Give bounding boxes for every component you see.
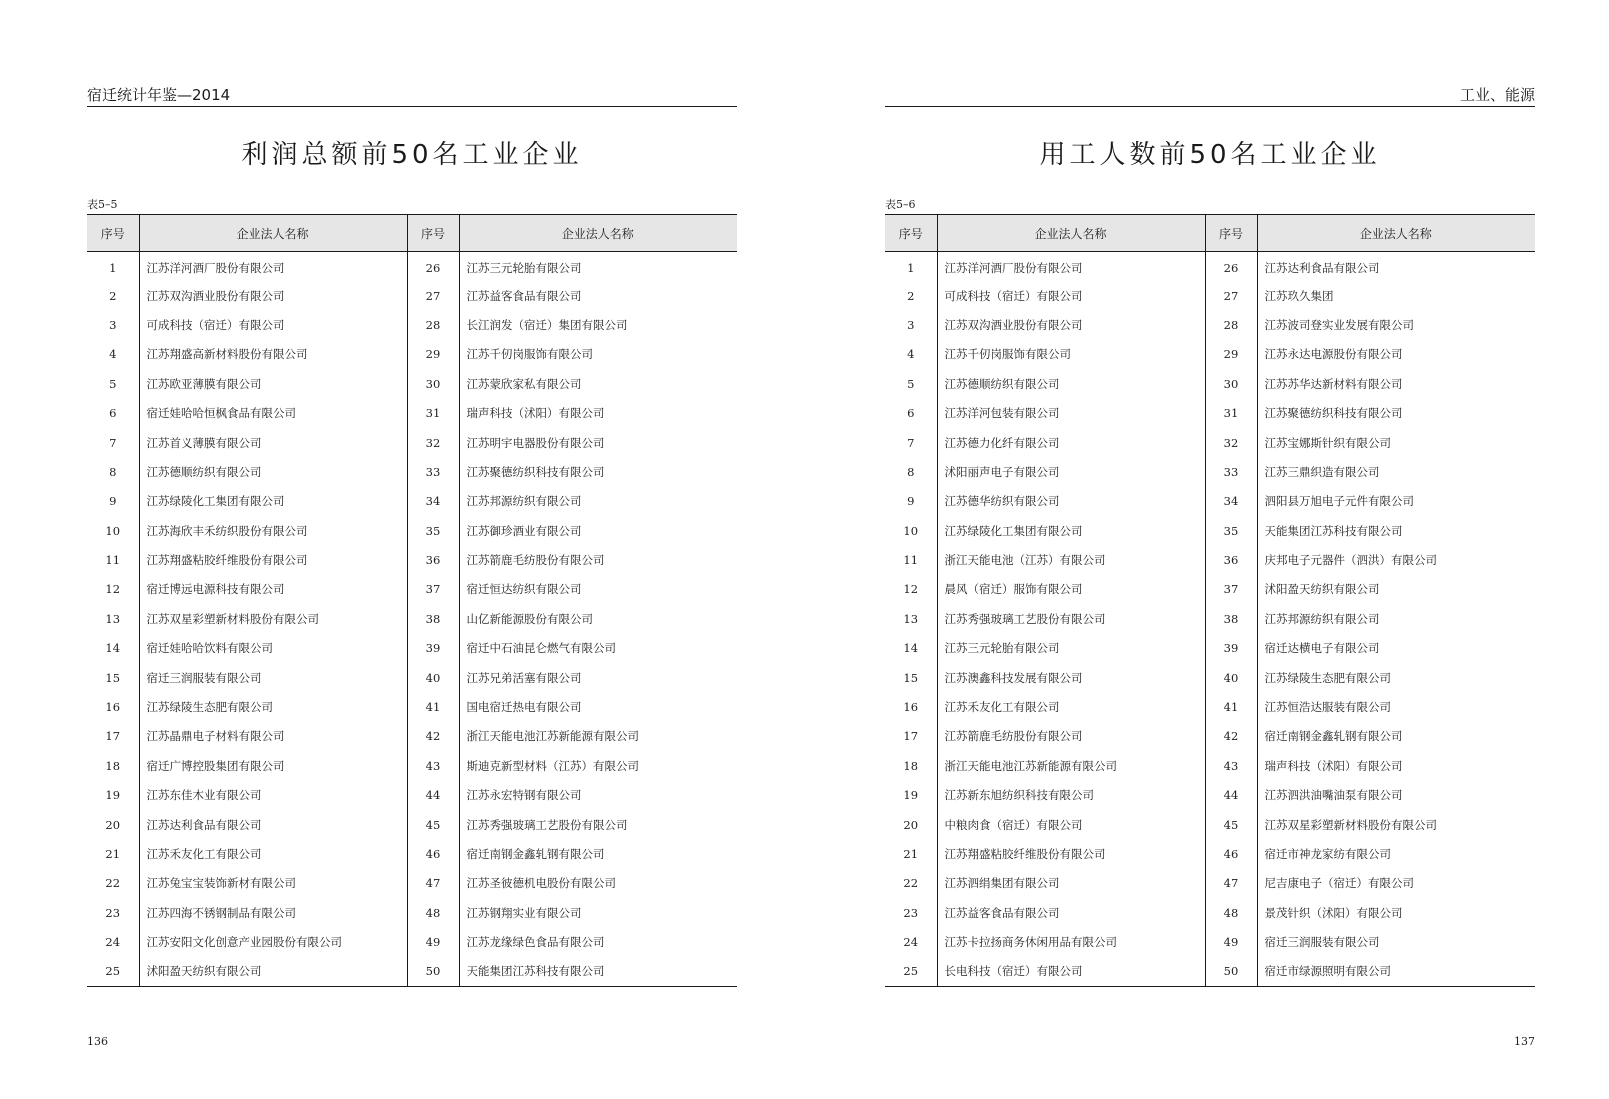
page-number: 136 (87, 1035, 108, 1048)
company-name-cell: 江苏邦源纺织有限公司 (466, 494, 582, 509)
company-name-cell: 江苏三元轮胎有限公司 (937, 634, 1205, 663)
company-name-cell: 江苏洋河酒厂股份有限公司 (139, 252, 407, 281)
rank-number-cell: 4 (885, 340, 937, 369)
rank-number-cell: 1 (87, 252, 139, 281)
header-company-name: 企业法人名称 (1257, 215, 1535, 252)
rank-number-cell: 10 (87, 516, 139, 545)
company-name-cell: 天能集团江苏科技有限公司 (459, 957, 737, 986)
rank-number-cell: 4 (87, 340, 139, 369)
header-company-name: 企业法人名称 (937, 215, 1205, 252)
company-name-cell: 江苏千仞岗服饰有限公司 (937, 340, 1205, 369)
company-name-cell: 江苏双沟酒业股份有限公司 (139, 281, 407, 310)
table-row (885, 810, 1535, 839)
company-name-cell: 江苏双星彩塑新材料股份有限公司 (139, 604, 407, 633)
rank-number-cell: 34 (1205, 487, 1257, 516)
company-name-cell: 江苏聚德纺织科技有限公司 (1264, 406, 1403, 421)
table-row (87, 604, 737, 633)
rank-number-cell: 38 (1205, 604, 1257, 633)
rank-number-cell: 32 (407, 428, 459, 457)
table-row (885, 575, 1535, 604)
table-row (87, 663, 737, 692)
company-name-cell: 江苏兔宝宝装饰新材有限公司 (139, 869, 407, 898)
company-name-cell: 宿迁恒达纺织有限公司 (466, 582, 582, 597)
company-name-cell: 江苏达利食品有限公司 (1264, 261, 1380, 276)
company-name-cell: 江苏永达电源股份有限公司 (1264, 347, 1403, 362)
rank-number-cell: 44 (407, 781, 459, 810)
company-name-cell: 长江润发（宿迁）集团有限公司 (466, 317, 628, 332)
table-row (885, 722, 1535, 751)
company-name-cell: 江苏德华纺织有限公司 (937, 487, 1205, 516)
table-row (885, 281, 1535, 310)
company-name-cell: 斯迪克新型材料（江苏）有限公司 (466, 758, 639, 773)
rank-number-cell: 38 (407, 604, 459, 633)
table-row (87, 869, 737, 898)
table-row (87, 575, 737, 604)
rank-number-cell: 50 (1205, 957, 1257, 986)
rank-number-cell: 31 (407, 398, 459, 427)
table-row (87, 281, 737, 310)
table-row (87, 722, 737, 751)
company-name-cell: 江苏泗洪油嘴油泵有限公司 (1264, 788, 1403, 803)
rank-number-cell: 18 (87, 751, 139, 780)
rank-number-cell: 5 (87, 369, 139, 398)
company-name-cell: 江苏绿陵化工集团有限公司 (937, 516, 1205, 545)
table-row (885, 604, 1535, 633)
rank-number-cell: 47 (407, 869, 459, 898)
company-name-cell: 江苏翔盛粘胶纤维股份有限公司 (139, 545, 407, 574)
company-name-cell: 江苏德顺纺织有限公司 (937, 369, 1205, 398)
rank-number-cell: 7 (87, 428, 139, 457)
company-name-cell: 江苏翔盛粘胶纤维股份有限公司 (937, 839, 1205, 868)
company-name-cell: 江苏达利食品有限公司 (139, 810, 407, 839)
company-name-cell: 江苏益客食品有限公司 (466, 288, 582, 303)
company-name-cell: 江苏三元轮胎有限公司 (466, 261, 582, 276)
rank-number-cell: 42 (1205, 722, 1257, 751)
right-page (885, 0, 1535, 1099)
company-name-cell: 江苏安阳文化创意产业园股份有限公司 (139, 927, 407, 956)
rank-number-cell: 50 (407, 957, 459, 986)
table-row (885, 869, 1535, 898)
company-name-cell: 宿迁广博控股集团有限公司 (139, 751, 407, 780)
company-name-cell: 宿迁市绿源照明有限公司 (1257, 957, 1535, 986)
rank-number-cell: 35 (407, 516, 459, 545)
left-page (87, 0, 737, 1099)
rank-number-cell: 46 (407, 839, 459, 868)
company-name-cell: 江苏聚德纺织科技有限公司 (466, 464, 605, 479)
table-row (885, 457, 1535, 486)
company-name-cell: 晨风（宿迁）服饰有限公司 (937, 575, 1205, 604)
company-name-cell: 江苏秀强玻璃工艺股份有限公司 (937, 604, 1205, 633)
rank-number-cell: 29 (407, 340, 459, 369)
rank-number-cell: 13 (885, 604, 937, 633)
rank-number-cell: 36 (407, 545, 459, 574)
company-name-cell: 景茂针织（沭阳）有限公司 (1264, 905, 1403, 920)
running-head: 工业、能源 (885, 84, 1535, 107)
rank-number-cell: 27 (407, 281, 459, 310)
table-body (885, 252, 1535, 987)
company-name-cell: 江苏泗绢集团有限公司 (937, 869, 1205, 898)
rank-number-cell: 23 (885, 898, 937, 927)
company-name-cell: 江苏卡拉扬商务休闲用品有限公司 (937, 927, 1205, 956)
table-row (885, 957, 1535, 986)
rank-number-cell: 46 (1205, 839, 1257, 868)
rank-number-cell: 27 (1205, 281, 1257, 310)
rank-number-cell: 3 (885, 310, 937, 339)
company-name-cell: 江苏绿陵化工集团有限公司 (139, 487, 407, 516)
company-name-cell: 江苏兄弟活塞有限公司 (466, 670, 582, 685)
company-name-cell: 江苏邦源纺织有限公司 (1264, 611, 1380, 626)
company-name-cell: 瑞声科技（沭阳）有限公司 (466, 406, 605, 421)
company-name-cell: 江苏三鼎织造有限公司 (1264, 464, 1380, 479)
table-row (87, 516, 737, 545)
company-name-cell: 江苏波司登实业发展有限公司 (1264, 317, 1414, 332)
company-name-cell: 江苏禾友化工有限公司 (139, 839, 407, 868)
table-row (885, 781, 1535, 810)
rank-number-cell: 16 (87, 692, 139, 721)
company-name-cell: 浙江天能电池（江苏）有限公司 (937, 545, 1205, 574)
rank-number-cell: 28 (1205, 310, 1257, 339)
rank-number-cell: 34 (407, 487, 459, 516)
table-number: 表5–5 (87, 198, 118, 211)
rank-number-cell: 15 (87, 663, 139, 692)
rank-number-cell: 6 (885, 398, 937, 427)
header-serial-number: 序号 (885, 215, 937, 252)
rank-number-cell: 7 (885, 428, 937, 457)
rank-number-cell: 22 (87, 869, 139, 898)
rank-number-cell: 37 (1205, 575, 1257, 604)
rank-number-cell: 2 (87, 281, 139, 310)
rank-number-cell: 41 (407, 692, 459, 721)
rank-number-cell: 8 (87, 457, 139, 486)
company-name-cell: 江苏洋河包装有限公司 (937, 398, 1205, 427)
company-name-cell: 江苏欧亚薄膜有限公司 (139, 369, 407, 398)
rank-number-cell: 19 (885, 781, 937, 810)
rank-number-cell: 42 (407, 722, 459, 751)
rank-number-cell: 44 (1205, 781, 1257, 810)
rank-number-cell: 31 (1205, 398, 1257, 427)
rank-number-cell: 45 (407, 810, 459, 839)
rank-number-cell: 17 (87, 722, 139, 751)
rank-number-cell: 14 (87, 634, 139, 663)
company-name-cell: 江苏四海不锈钢制品有限公司 (139, 898, 407, 927)
table-row (87, 751, 737, 780)
table-row (885, 310, 1535, 339)
company-name-cell: 江苏钢翔实业有限公司 (466, 905, 582, 920)
table-header-row (885, 215, 1535, 252)
company-name-cell: 浙江天能电池江苏新能源有限公司 (937, 751, 1205, 780)
rank-number-cell: 35 (1205, 516, 1257, 545)
rank-number-cell: 40 (407, 663, 459, 692)
company-name-cell: 宿迁达横电子有限公司 (1264, 641, 1380, 656)
company-name-cell: 江苏双沟酒业股份有限公司 (937, 310, 1205, 339)
company-name-cell: 可成科技（宿迁）有限公司 (937, 281, 1205, 310)
table-row (885, 369, 1535, 398)
employment-ranking-table (885, 214, 1535, 987)
table-row (885, 751, 1535, 780)
table-row (885, 428, 1535, 457)
table-row (87, 428, 737, 457)
rank-number-cell: 9 (885, 487, 937, 516)
table-row (87, 781, 737, 810)
company-name-cell: 宿迁娃哈哈恒枫食品有限公司 (139, 398, 407, 427)
company-name-cell: 江苏海欣丰禾纺织股份有限公司 (139, 516, 407, 545)
company-name-cell: 江苏玖久集团 (1264, 288, 1334, 303)
rank-number-cell: 21 (885, 839, 937, 868)
company-name-cell: 宿迁南钢金鑫轧钢有限公司 (1264, 729, 1403, 744)
company-name-cell: 江苏圣彼德机电股份有限公司 (466, 876, 616, 891)
rank-number-cell: 49 (1205, 927, 1257, 956)
rank-number-cell: 25 (87, 957, 139, 986)
rank-number-cell: 12 (87, 575, 139, 604)
rank-number-cell: 24 (87, 927, 139, 956)
rank-number-cell: 39 (1205, 634, 1257, 663)
table-row (87, 810, 737, 839)
rank-number-cell: 41 (1205, 692, 1257, 721)
rank-number-cell: 43 (1205, 751, 1257, 780)
header-serial-number: 序号 (87, 215, 139, 252)
company-name-cell: 宿迁市神龙家纺有限公司 (1264, 847, 1391, 861)
company-name-cell: 江苏洋河酒厂股份有限公司 (937, 252, 1205, 281)
rank-number-cell: 30 (407, 369, 459, 398)
rank-number-cell: 3 (87, 310, 139, 339)
company-name-cell: 泗阳县万旭电子元件有限公司 (1264, 494, 1414, 509)
rank-number-cell: 16 (885, 692, 937, 721)
company-name-cell: 江苏苏华达新材料有限公司 (1264, 376, 1403, 391)
table-row (885, 898, 1535, 927)
header-company-name: 企业法人名称 (459, 215, 737, 252)
table-row (87, 457, 737, 486)
company-name-cell: 江苏晶鼎电子材料有限公司 (139, 722, 407, 751)
table-row (87, 340, 737, 369)
table-row (87, 634, 737, 663)
company-name-cell: 宿迁三润服装有限公司 (139, 663, 407, 692)
rank-number-cell: 39 (407, 634, 459, 663)
table-row (87, 927, 737, 956)
company-name-cell: 瑞声科技（沭阳）有限公司 (1264, 758, 1403, 773)
table-body (87, 252, 737, 987)
table-row (885, 545, 1535, 574)
rank-number-cell: 21 (87, 839, 139, 868)
table-row (87, 398, 737, 427)
table-row (885, 663, 1535, 692)
table-row (885, 634, 1535, 663)
page-title: 利润总额前50名工业企业 (241, 140, 583, 170)
table-row (87, 487, 737, 516)
company-name-cell: 江苏宝娜斯针织有限公司 (1264, 435, 1391, 450)
company-name-cell: 江苏千仞岗服饰有限公司 (466, 347, 593, 362)
company-name-cell: 江苏蒙欣家私有限公司 (466, 376, 582, 391)
rank-number-cell: 26 (1205, 252, 1257, 281)
table-row (87, 310, 737, 339)
company-name-cell: 江苏德顺纺织有限公司 (139, 457, 407, 486)
rank-number-cell: 19 (87, 781, 139, 810)
header-serial-number: 序号 (407, 215, 459, 252)
profit-ranking-table (87, 214, 737, 987)
rank-number-cell: 9 (87, 487, 139, 516)
rank-number-cell: 17 (885, 722, 937, 751)
company-name-cell: 宿迁娃哈哈饮料有限公司 (139, 634, 407, 663)
rank-number-cell: 40 (1205, 663, 1257, 692)
table-row (885, 927, 1535, 956)
company-name-cell: 江苏新东旭纺织科技有限公司 (937, 781, 1205, 810)
rank-number-cell: 33 (1205, 457, 1257, 486)
header-serial-number: 序号 (1205, 215, 1257, 252)
running-head: 宿迁统计年鉴—2014 (87, 84, 737, 107)
company-name-cell: 江苏永宏特钢有限公司 (466, 788, 582, 803)
company-name-cell: 江苏御珍酒业有限公司 (466, 523, 582, 538)
table-row (885, 516, 1535, 545)
rank-number-cell: 48 (407, 898, 459, 927)
rank-number-cell: 48 (1205, 898, 1257, 927)
table-row (885, 252, 1535, 281)
company-name-cell: 尼吉康电子（宿迁）有限公司 (1264, 876, 1414, 891)
rank-number-cell: 5 (885, 369, 937, 398)
rank-number-cell: 14 (885, 634, 937, 663)
company-name-cell: 江苏德力化纤有限公司 (937, 428, 1205, 457)
table-row (87, 839, 737, 868)
rank-number-cell: 43 (407, 751, 459, 780)
rank-number-cell: 18 (885, 751, 937, 780)
company-name-cell: 宿迁三润服装有限公司 (1264, 935, 1380, 950)
company-name-cell: 江苏翔盛高新材料股份有限公司 (139, 340, 407, 369)
company-name-cell: 庆邦电子元器件（泗洪）有限公司 (1264, 553, 1437, 568)
company-name-cell: 国电宿迁热电有限公司 (466, 700, 582, 715)
rank-number-cell: 8 (885, 457, 937, 486)
company-name-cell: 江苏秀强玻璃工艺股份有限公司 (466, 817, 628, 832)
rank-number-cell: 20 (87, 810, 139, 839)
company-name-cell: 浙江天能电池江苏新能源有限公司 (466, 729, 639, 744)
company-name-cell: 长电科技（宿迁）有限公司 (937, 957, 1205, 986)
company-name-cell: 宿迁博远电源科技有限公司 (139, 575, 407, 604)
company-name-cell: 江苏东佳木业有限公司 (139, 781, 407, 810)
company-name-cell: 江苏龙缘绿色食品有限公司 (466, 935, 605, 950)
rank-number-cell: 15 (885, 663, 937, 692)
rank-number-cell: 20 (885, 810, 937, 839)
company-name-cell: 江苏箭鹿毛纺股份有限公司 (937, 722, 1205, 751)
rank-number-cell: 25 (885, 957, 937, 986)
rank-number-cell: 12 (885, 575, 937, 604)
company-name-cell: 中粮肉食（宿迁）有限公司 (937, 810, 1205, 839)
rank-number-cell: 11 (885, 545, 937, 574)
table-number: 表5–6 (885, 198, 916, 211)
table-row (885, 398, 1535, 427)
rank-number-cell: 37 (407, 575, 459, 604)
rank-number-cell: 1 (885, 252, 937, 281)
company-name-cell: 沭阳盈天纺织有限公司 (139, 957, 407, 986)
table-header-row (87, 215, 737, 252)
rank-number-cell: 13 (87, 604, 139, 633)
header-company-name: 企业法人名称 (139, 215, 407, 252)
table-row (885, 487, 1535, 516)
rank-number-cell: 2 (885, 281, 937, 310)
rank-number-cell: 47 (1205, 869, 1257, 898)
rank-number-cell: 33 (407, 457, 459, 486)
table-row (87, 545, 737, 574)
rank-number-cell: 32 (1205, 428, 1257, 457)
table-row (87, 692, 737, 721)
table-row (87, 369, 737, 398)
rank-number-cell: 28 (407, 310, 459, 339)
rank-number-cell: 11 (87, 545, 139, 574)
company-name-cell: 宿迁中石油昆仑燃气有限公司 (466, 641, 616, 656)
company-name-cell: 江苏澳鑫科技发展有限公司 (937, 663, 1205, 692)
table-row (885, 692, 1535, 721)
rank-number-cell: 23 (87, 898, 139, 927)
company-name-cell: 江苏首义薄膜有限公司 (139, 428, 407, 457)
rank-number-cell: 26 (407, 252, 459, 281)
company-name-cell: 江苏明宇电器股份有限公司 (466, 435, 605, 450)
table-row (87, 898, 737, 927)
company-name-cell: 宿迁南钢金鑫轧钢有限公司 (466, 847, 605, 861)
rank-number-cell: 29 (1205, 340, 1257, 369)
company-name-cell: 江苏禾友化工有限公司 (937, 692, 1205, 721)
page-number: 137 (1514, 1035, 1535, 1048)
rank-number-cell: 24 (885, 927, 937, 956)
company-name-cell: 江苏绿陵生态肥有限公司 (1264, 670, 1391, 685)
rank-number-cell: 30 (1205, 369, 1257, 398)
company-name-cell: 沭阳盈天纺织有限公司 (1264, 582, 1380, 597)
table-row (885, 340, 1535, 369)
company-name-cell: 江苏双星彩塑新材料股份有限公司 (1264, 817, 1437, 832)
company-name-cell: 江苏益客食品有限公司 (937, 898, 1205, 927)
company-name-cell: 可成科技（宿迁）有限公司 (139, 310, 407, 339)
company-name-cell: 江苏绿陵生态肥有限公司 (139, 692, 407, 721)
company-name-cell: 江苏箭鹿毛纺股份有限公司 (466, 553, 605, 568)
page-title: 用工人数前50名工业企业 (1039, 140, 1381, 170)
table-row (885, 839, 1535, 868)
table-row (87, 252, 737, 281)
company-name-cell: 天能集团江苏科技有限公司 (1264, 523, 1403, 538)
company-name-cell: 山亿新能源股份有限公司 (466, 611, 593, 626)
rank-number-cell: 36 (1205, 545, 1257, 574)
rank-number-cell: 49 (407, 927, 459, 956)
rank-number-cell: 10 (885, 516, 937, 545)
rank-number-cell: 6 (87, 398, 139, 427)
company-name-cell: 沭阳丽声电子有限公司 (937, 457, 1205, 486)
rank-number-cell: 22 (885, 869, 937, 898)
company-name-cell: 江苏恒浩达服装有限公司 (1264, 700, 1391, 715)
table-row (87, 957, 737, 986)
rank-number-cell: 45 (1205, 810, 1257, 839)
